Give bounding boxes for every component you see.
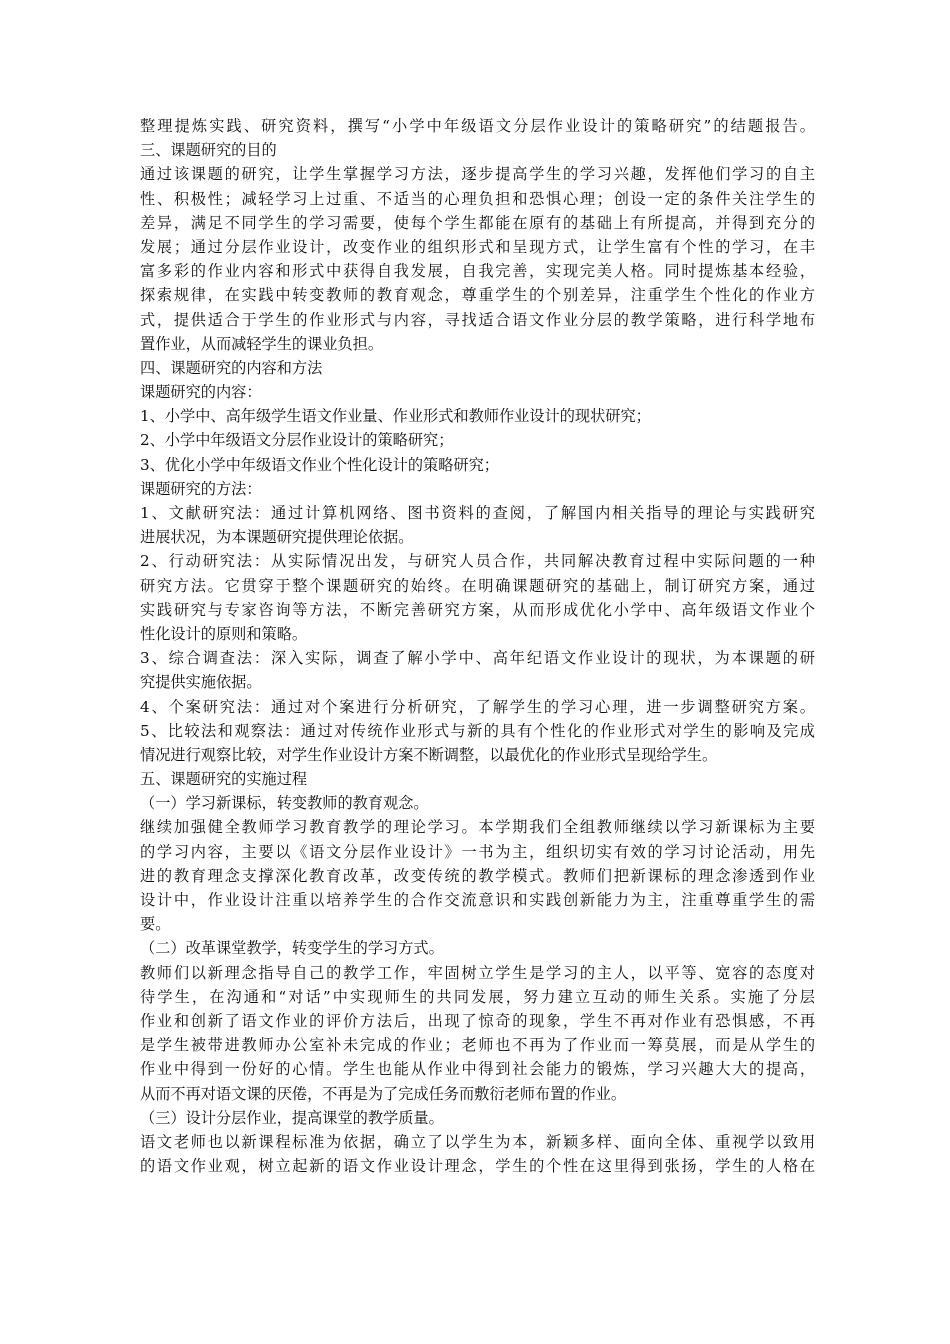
text-line: 作业和创新了语文作业的评价方法后，出现了惊奇的现象，学生不再对作业有恐惧感，不再: [140, 1011, 815, 1030]
text-line: 4、个案研究法：通过对个案进行分析研究，了解学生的学习心理，进一步调整研究方案。: [140, 697, 815, 716]
text-line: 的语文作业观，树立起新的语文作业设计理念，学生的个性在这里得到张扬，学生的人格在: [140, 1157, 815, 1176]
text-line: 3、综合调查法：深入实际，调查了解小学中、高年纪语文作业设计的现状，为本课题的研: [140, 649, 815, 668]
text-line: 待学生，在沟通和“对话”中实现师生的共同发展，努力建立互动的师生关系。实施了分层: [140, 987, 815, 1006]
text-line: 2、小学中年级语文分层作业设计的策略研究；: [140, 431, 454, 450]
text-line: 的学习内容，主要以《语文分层作业设计》一书为主，组织切实有效的学习讨论活动，用先: [140, 842, 815, 861]
text-line: 差异，满足不同学生的学习需要，使每个学生都能在原有的基础上有所提高，并得到充分的: [140, 213, 815, 232]
section-heading: （一）学习新课标，转变教师的教育观念。: [140, 794, 429, 813]
text-line: 探索规律，在实践中转变教师的教育观念，尊重学生的个别差异，注重学生个性化的作业方: [140, 286, 815, 305]
text-line: 式，提供适合于学生的作业形式与内容，寻找适合语文作业分层的教学策略，进行科学地布: [140, 310, 815, 329]
text-line: 从而不再对语文课的厌倦，不再是为了完成任务而敷衍老师布置的作业。: [140, 1084, 626, 1103]
text-line: 设计中，作业设计注重以培养学生的合作交流意识和实践创新能力为主，注重尊重学生的需: [140, 891, 815, 909]
section-heading: 三、课题研究的目的: [140, 141, 277, 160]
text-line: 性化设计的原则和策略。: [140, 624, 308, 643]
text-line: 要。: [140, 915, 171, 934]
text-line: 整理提炼实践、研究资料，撰写“小学中年级语文分层作业设计的策略研究”的结题报告。: [140, 117, 815, 135]
text-line: 研究方法。它贯穿于整个课题研究的始终。在明确课题研究的基础上，制订研究方案，通过: [140, 576, 815, 595]
text-line: 进展状况，为本课题研究提供理论依据。: [140, 528, 414, 547]
section-heading: 课题研究的方法：: [140, 479, 262, 498]
text-line: 1、小学中、高年级学生语文作业量、作业形式和教师作业设计的现状研究；: [140, 407, 651, 426]
text-line: 富多彩的作业内容和形式中获得自我发展，自我完善，实现完美人格。同时提炼基本经验，: [140, 262, 815, 281]
section-heading: （三）设计分层作业，提高课堂的教学质量。: [140, 1108, 444, 1127]
document-page: [140, 114, 815, 1178]
text-line: 5、比较法和观察法：通过对传统作业形式与新的具有个性化的作业形式对学生的影响及完成: [140, 721, 815, 740]
text-line: 语文老师也以新课程标准为依据，确立了以学生为本，新颖多样、面向全体、重视学以致用: [140, 1132, 815, 1151]
section-heading: 课题研究的内容：: [140, 383, 262, 402]
text-line: 发展；通过分层作业设计，改变作业的组织形式和呈现方式，让学生富有个性的学习，在丰: [140, 237, 815, 256]
section-heading: （二）改革课堂教学，转变学生的学习方式。: [140, 939, 444, 958]
text-line: 作业中得到一份好的心情。学生也能从作业中得到社会能力的锻炼，学习兴趣大大的提高，: [140, 1060, 815, 1079]
text-line: 情况进行观察比较，对学生作业设计方案不断调整，以最优化的作业形式呈现给学生。: [140, 745, 718, 764]
text-line: 3、优化小学中年级语文作业个性化设计的策略研究；: [140, 455, 499, 474]
text-line: 是学生被带进教师办公室补未完成的作业；老师也不再为了作业而一筹莫展，而是从学生的: [140, 1036, 815, 1055]
section-heading: 五、课题研究的实施过程: [140, 770, 308, 789]
text-line: 继续加强健全教师学习教育教学的理论学习。本学期我们全组教师继续以学习新课标为主要: [140, 818, 815, 837]
text-line: 性、积极性；减轻学习上过重、不适当的心理负担和恐惧心理；创设一定的条件关注学生的: [140, 189, 815, 208]
text-line: 教师们以新理念指导自己的教学工作，牢固树立学生是学习的主人，以平等、宽容的态度对: [140, 963, 815, 982]
text-line: 进的教育理念支撑深化教育改革，改变传统的教学模式。教师们把新课标的理念渗透到作业: [140, 866, 815, 885]
text-line: 1、文献研究法：通过计算机网络、图书资料的查阅，了解国内相关指导的理论与实践研究: [140, 504, 815, 522]
text-line: 置作业，从而减轻学生的课业负担。: [140, 334, 383, 353]
text-line: 通过该课题的研究，让学生掌握学习方法，逐步提高学生的学习兴趣，发挥他们学习的自主: [140, 165, 815, 184]
text-line: 2、行动研究法：从实际情况出发，与研究人员合作，共同解决教育过程中实际问题的一种: [140, 552, 815, 571]
text-line: 究提供实施依据。: [140, 673, 262, 692]
section-heading: 四、课题研究的内容和方法: [140, 358, 323, 377]
text-line: 实践研究与专家咨询等方法，不断完善研究方案，从而形成优化小学中、高年级语文作业个: [140, 600, 815, 619]
